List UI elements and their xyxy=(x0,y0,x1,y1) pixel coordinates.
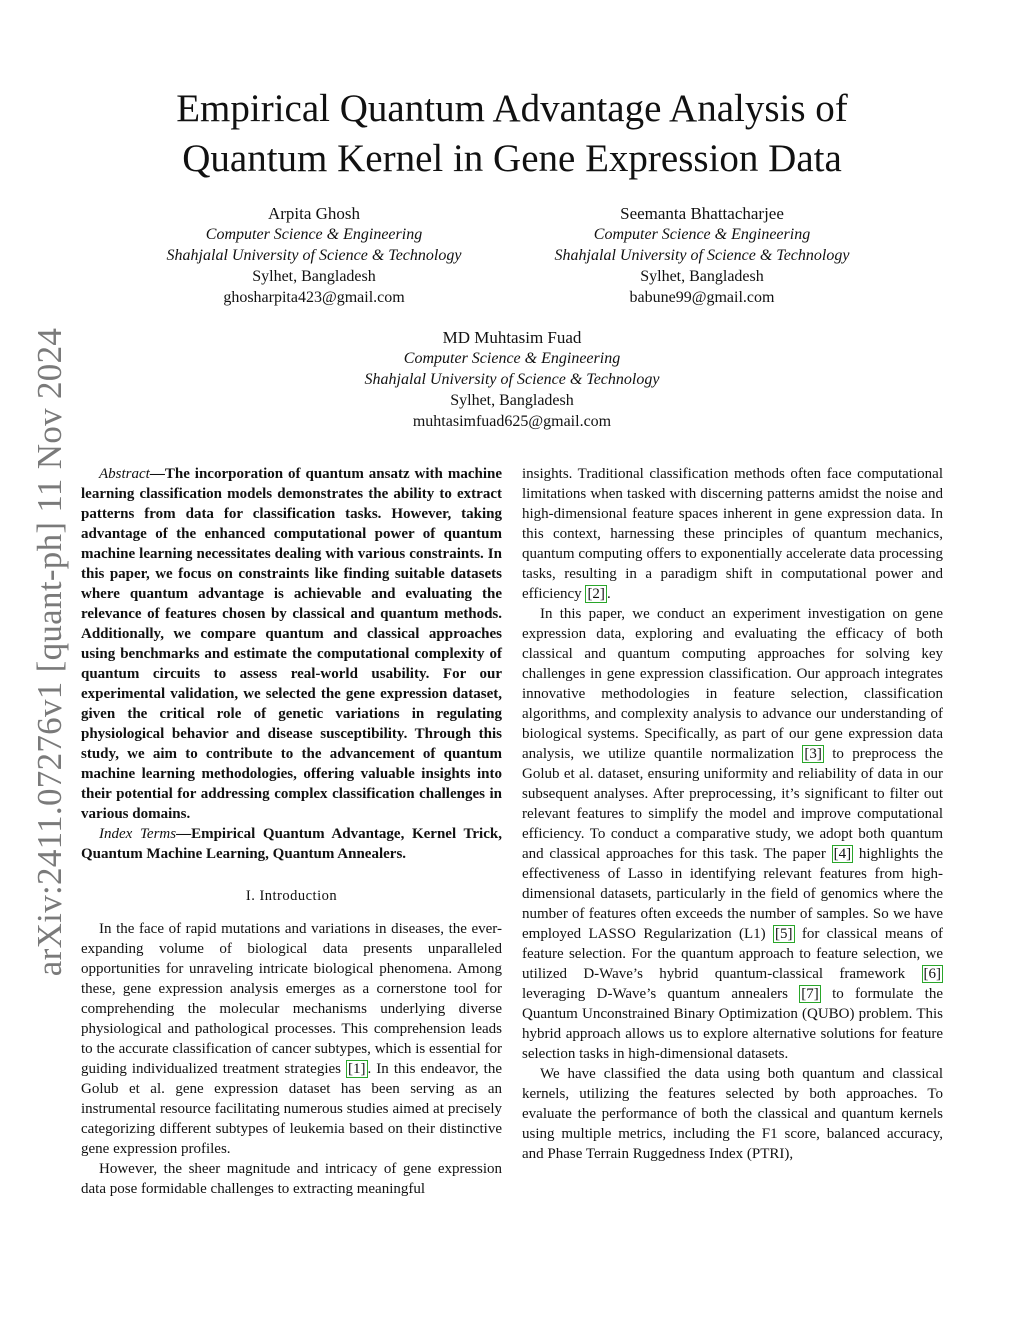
author-block-1 xyxy=(124,203,504,308)
citation-link[interactable]: [6] xyxy=(923,966,941,982)
author-department: Computer Science & Engineering xyxy=(205,226,423,243)
author-block-3 xyxy=(322,327,702,432)
paragraph-text: highlights the effectiveness of Lasso in identifying relevant features from high-dimensional datasets, particularly in the field of genomics where the number of features often exceeds the number of samples. So we have employed LASSO Regularization (L1) xyxy=(522,846,943,942)
author-university: Shahjalal University of Science & Technology xyxy=(166,247,462,264)
paper-title xyxy=(110,84,914,184)
citation-link[interactable]: [5] xyxy=(775,926,793,942)
author-email[interactable]: ghosharpita423@gmail.com xyxy=(223,289,405,306)
paragraph-text: . xyxy=(606,586,611,602)
author-university: Shahjalal University of Science & Technology xyxy=(364,371,660,388)
paragraph-text: leveraging D-Wave’s quantum annealers xyxy=(522,986,800,1002)
paragraph-text: insights. Traditional classification methods often face computational limitations when tasked with discerning patterns amidst the noise and high-dimensional feature spaces inherent in gene expression data. In this context, harnessing these principles of quantum mechanics, quantum computing offers to exponentially accelerate data processing tasks, resulting in a paradigm shift in computational power and efficiency xyxy=(522,466,943,602)
citation-link[interactable]: [1] xyxy=(348,1061,366,1077)
abstract-label: Abstract xyxy=(99,466,150,482)
citation-link[interactable]: [7] xyxy=(801,986,819,1002)
citation-link[interactable]: [4] xyxy=(833,846,852,862)
paragraph-text: to preprocess the Golub et al. dataset, ensuring uniformity and reliability of data in our subsequent analyses. After preprocessing, it’s significant to filter out relevant features to simplify the model and improve computational efficiency. To conduct a comparative study, we adopt both quantum and classical approaches for this task. The paper xyxy=(522,746,943,862)
intro-paragraph-2: However, the sheer magnitude and intricacy of gene expression data pose formidable challenges to extracting meaningful xyxy=(81,1161,502,1197)
paragraph-text: for classical means of feature selection. For the quantum approach to feature selection, we utilized D-Wave’s hybrid quantum-classical framework xyxy=(522,926,943,982)
author-city: Sylhet, Bangladesh xyxy=(640,268,764,285)
author-city: Sylhet, Bangladesh xyxy=(252,268,376,285)
paragraph-text: to formulate the Quantum Unconstrained Binary Optimization (QUBO) problem. This hybrid approach allows us to explore alternative solutions for feature selection tasks in high-dimensional datasets. xyxy=(522,986,943,1062)
author-department: Computer Science & Engineering xyxy=(593,226,811,243)
author-email[interactable]: babune99@gmail.com xyxy=(629,289,775,306)
author-email[interactable]: muhtasimfuad625@gmail.com xyxy=(412,413,612,430)
abstract-text: —The incorporation of quantum ansatz with machine learning classification models demonstrates the ability to extract patterns from data for classification tasks. However, taking advantage of the enhanced computational power of quantum machine learning necessitates dealing with various constraints. In this paper, we focus on constraints like finding suitable datasets where quantum advantage is achievable and evaluating the relevance of features chosen by classical and quantum methods. Additionally, we compare quantum and classical approaches using benchmarks and estimate the computational complexity of quantum circuits to assess real-world usability. For our experimental validation, we selected the gene expression dataset, given the critical role of genetic variations in regulating physiological behavior and disease susceptibility. Through this study, we aim to contribute to the advancement of quantum machine learning methodologies, offering valuable insights into their potential for addressing complex classification challenges in various domains. xyxy=(81,466,502,822)
author-block-2 xyxy=(512,203,892,308)
right-column xyxy=(522,464,943,1164)
paragraph-text: In the face of rapid mutations and variations in diseases, the ever-expanding volume of biological data presents unparalleled opportunities for unraveling intricate biological phenomena. Among these, gene expression analysis emerges as a cornerstone tool for comprehending the molecular mechanisms underlying diverse physiological and pathological processes. This comprehension leads to the accurate classification of cancer subtypes, which is essential for guiding individualized treatment strategies xyxy=(81,921,502,1077)
index-terms xyxy=(81,824,502,864)
author-name: Seemanta Bhattacharjee xyxy=(620,204,784,223)
citation-link[interactable]: [2] xyxy=(587,586,605,602)
paragraph-text: . In this endeavor, the Golub et al. gene expression dataset has been serving as an instrumental resource facilitating numerous studies aimed at precisely categorizing different subtypes of leukemia based on their distinctive gene expression profiles. xyxy=(81,1061,502,1157)
author-city: Sylhet, Bangladesh xyxy=(450,392,574,409)
arxiv-identifier: arXiv:2411.07276v1 [quant-ph] 11 Nov 2024 xyxy=(30,327,69,977)
abstract xyxy=(81,464,502,824)
author-name: Arpita Ghosh xyxy=(267,204,361,223)
index-terms-text: —Empirical Quantum Advantage, Kernel Trick, Quantum Machine Learning, Quantum Annealers. xyxy=(81,826,502,862)
intro-paragraph-4 xyxy=(522,604,943,1064)
title-line-1: Empirical Quantum Advantage Analysis of xyxy=(176,87,848,130)
author-university: Shahjalal University of Science & Technology xyxy=(554,247,850,264)
intro-paragraph-3 xyxy=(522,464,943,604)
intro-paragraph-1 xyxy=(81,919,502,1159)
left-column xyxy=(81,464,502,1199)
citation-link[interactable]: [3] xyxy=(804,746,822,762)
paragraph-text: In this paper, we conduct an experiment investigation on gene expression data, exploring and evaluating the efficacy of both classical and quantum computing approaches for solving key challenges in gene expression classification. Our approach integrates innovative methodologies in feature selection, classification algorithms, and complexity analysis to advance our understanding of biological systems. Specifically, as part of our gene expression data analysis, we utilize quantile normalization xyxy=(522,606,943,762)
author-name: MD Muhtasim Fuad xyxy=(442,328,582,347)
title-line-2: Quantum Kernel in Gene Expression Data xyxy=(182,137,842,180)
author-department: Computer Science & Engineering xyxy=(403,350,621,367)
intro-paragraph-5: We have classified the data using both quantum and classical kernels, utilizing the features selected by both approaches. To evaluate the performance of both the classical and quantum kernels using multiple metrics, including the F1 score, balanced accuracy, and Phase Terrain Ruggedness Index (PTRI), xyxy=(522,1066,943,1162)
index-terms-label: Index Terms xyxy=(99,826,177,842)
section-heading: I. Introduction xyxy=(245,888,338,904)
